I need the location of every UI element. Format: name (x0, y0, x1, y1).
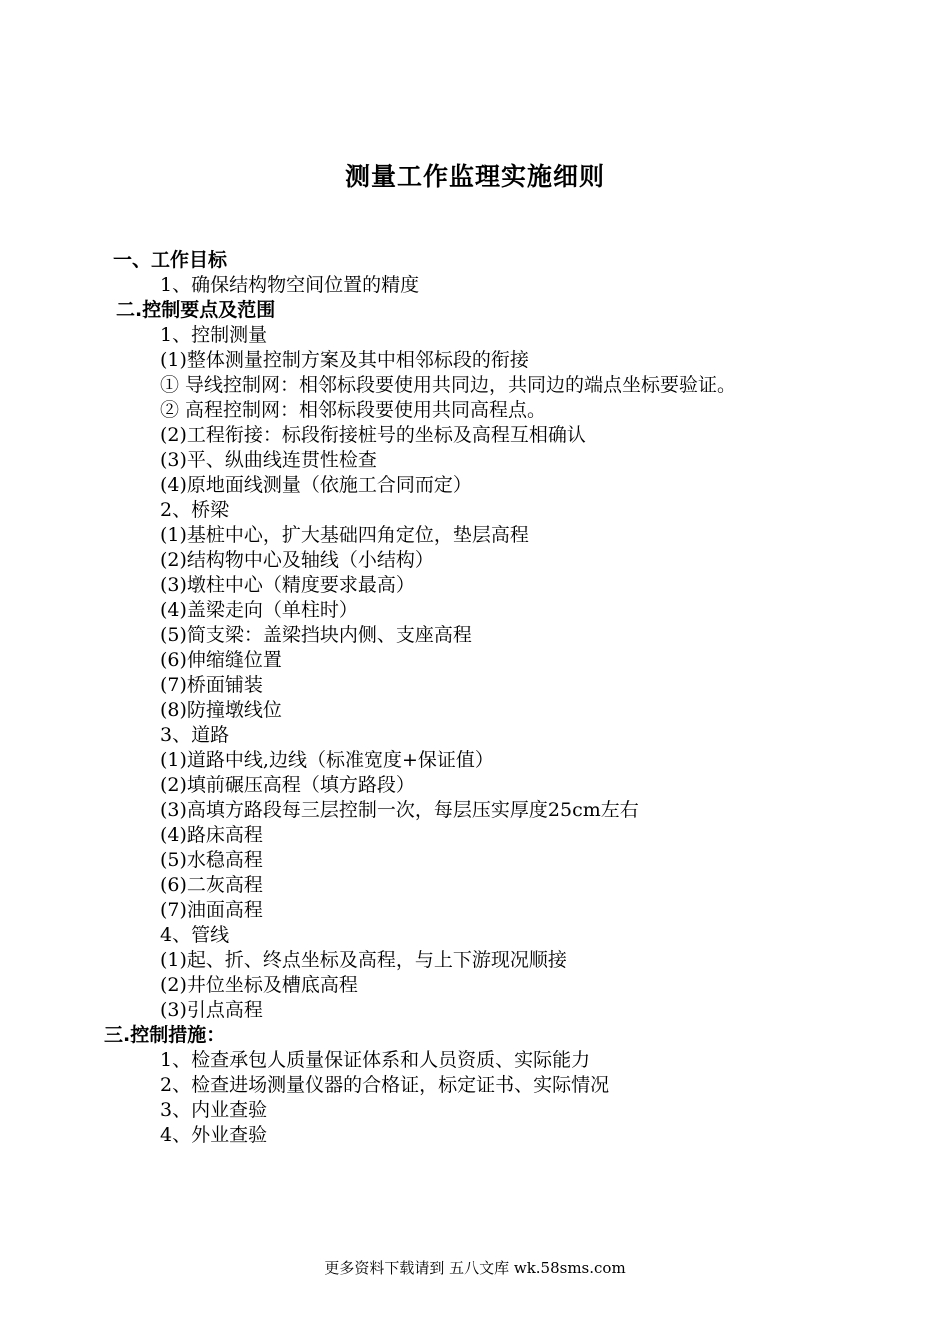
sub-list-item: (3)平、纵曲线连贯性检查 (160, 449, 377, 471)
sub-list-item: ② 高程控制网：相邻标段要使用共同高程点。 (160, 399, 547, 421)
list-item: 1、确保结构物空间位置的精度 (160, 274, 420, 296)
sub-list-item: (4)原地面线测量（依施工合同而定） (160, 474, 472, 496)
sub-list-item: (4)盖梁走向（单柱时） (160, 599, 358, 621)
sub-list-item: (1)基桩中心，扩大基础四角定位，垫层高程 (160, 524, 529, 546)
sub-list-item: (1)整体测量控制方案及其中相邻标段的衔接 (160, 349, 529, 371)
list-item: 3、内业查验 (160, 1099, 268, 1121)
sub-list-item: (2)工程衔接：标段衔接桩号的坐标及高程互相确认 (160, 424, 586, 446)
sub-list-item: (2)井位坐标及槽底高程 (160, 974, 358, 996)
sub-list-item: (6)二灰高程 (160, 874, 263, 896)
sub-list-item: (6)伸缩缝位置 (160, 649, 282, 671)
sub-list-item: (1)起、折、终点坐标及高程，与上下游现况顺接 (160, 949, 567, 971)
sub-list-item: (4)路床高程 (160, 824, 263, 846)
list-item: 1、控制测量 (160, 324, 268, 346)
sub-list-item: (7)桥面铺装 (160, 674, 263, 696)
sub-list-item: (3)高填方路段每三层控制一次，每层压实厚度25cm左右 (160, 799, 639, 821)
footer-note: 更多资料下载请到 五八文库 wk.58sms.com (324, 1259, 626, 1277)
document-title: 测量工作监理实施细则 (344, 162, 605, 191)
list-item: 4、外业查验 (160, 1124, 268, 1146)
sub-list-item: (2)结构物中心及轴线（小结构） (160, 549, 434, 571)
list-item: 4、管线 (160, 924, 230, 946)
list-item: 3、道路 (160, 724, 230, 746)
sub-list-item: (2)填前碾压高程（填方路段） (160, 774, 415, 796)
document-body (0, 248, 950, 1148)
sub-list-item: (1)道路中线,边线（标准宽度+保证值） (160, 749, 494, 771)
sub-list-item: ① 导线控制网：相邻标段要使用共同边，共同边的端点坐标要验证。 (160, 374, 737, 396)
section-heading: 三.控制措施： (104, 1024, 226, 1046)
list-item: 2、桥梁 (160, 499, 230, 521)
section-heading: 二.控制要点及范围 (116, 299, 276, 321)
sub-list-item: (3)墩柱中心（精度要求最高） (160, 574, 415, 596)
list-item: 2、检查进场测量仪器的合格证，标定证书、实际情况 (160, 1074, 610, 1096)
sub-list-item: (3)引点高程 (160, 999, 263, 1021)
sub-list-item: (5)水稳高程 (160, 849, 263, 871)
sub-list-item: (5)简支梁：盖梁挡块内侧、支座高程 (160, 624, 472, 646)
list-item: 1、检查承包人质量保证体系和人员资质、实际能力 (160, 1049, 591, 1071)
sub-list-item: (8)防撞墩线位 (160, 699, 282, 721)
section-heading: 一、工作目标 (113, 249, 228, 271)
sub-list-item: (7)油面高程 (160, 899, 263, 921)
